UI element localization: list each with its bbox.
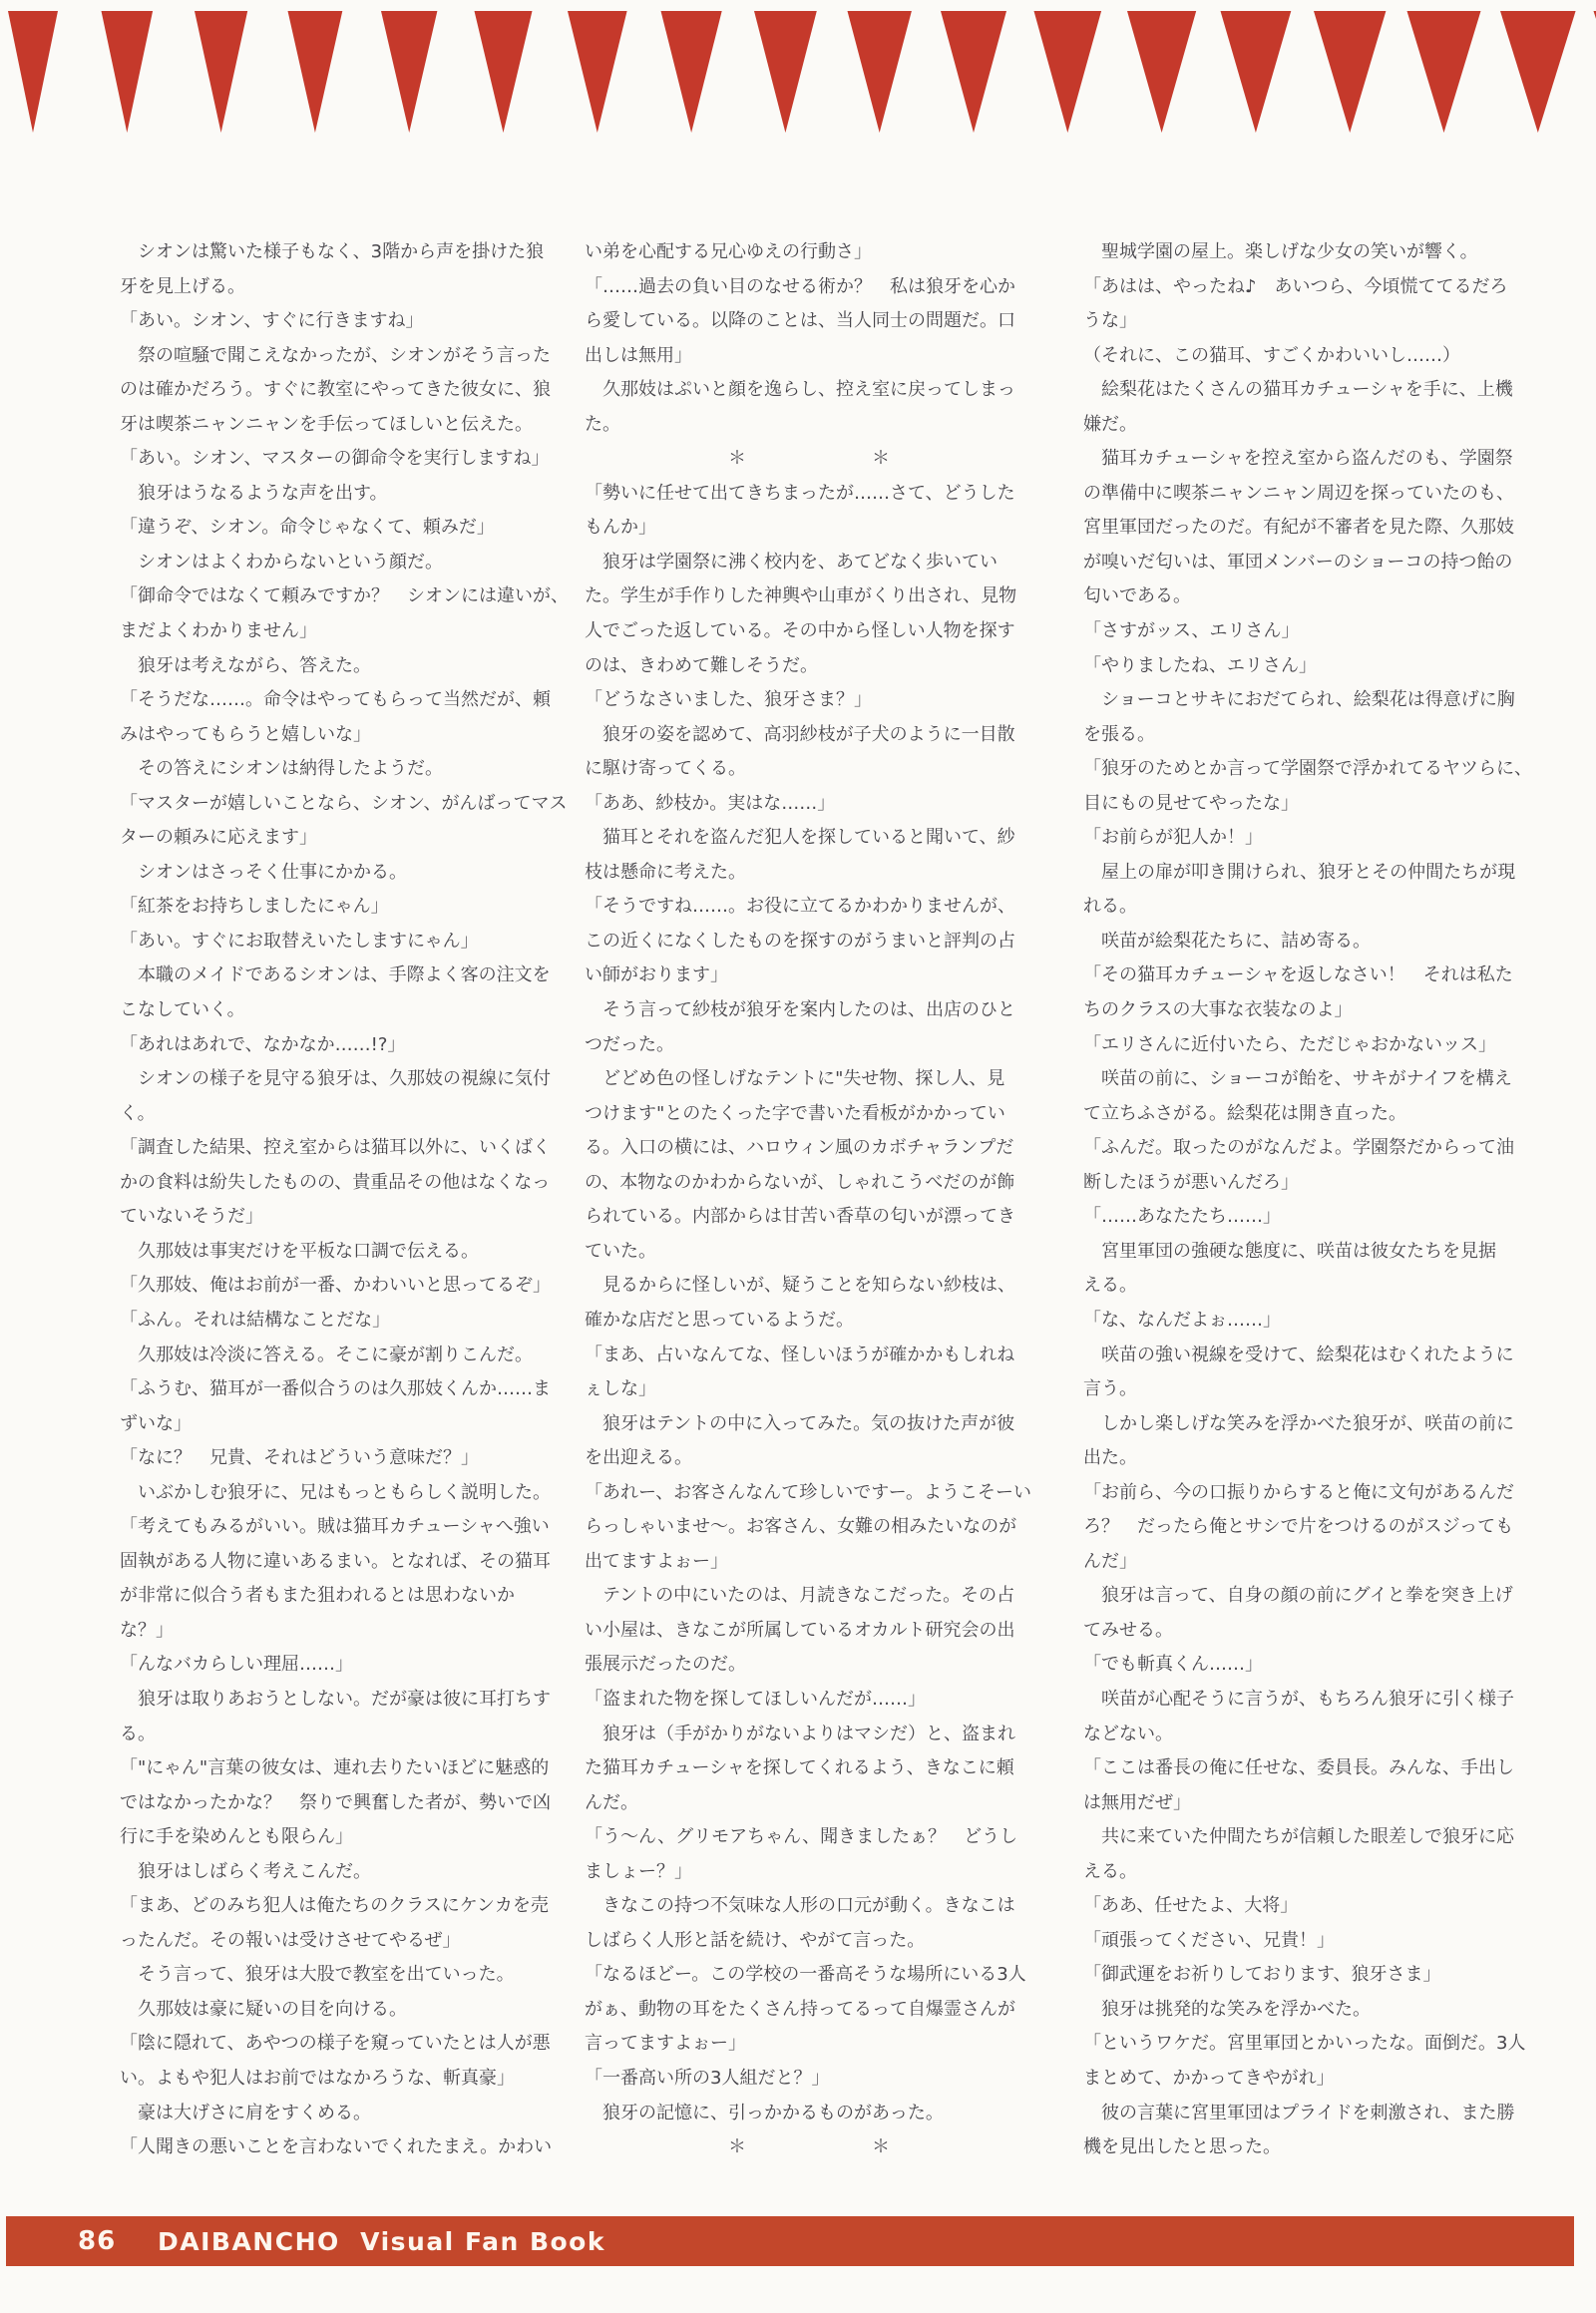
text-line: 「"にゃん"言葉の彼女は、連れ去りたいほどに魅惑的 <box>120 1757 550 1779</box>
text-line: 猫耳カチューシャを控え室から盗んだのも、学園祭 <box>1083 448 1513 470</box>
text-line: 出た。 <box>1083 1447 1137 1469</box>
text-line: ぇしな」 <box>585 1378 656 1400</box>
text-line: ターの頼みに応えます」 <box>120 827 317 849</box>
text-line: の、本物なのかわからないが、しゃれこうべだのが飾 <box>585 1171 1015 1193</box>
text-line: く。 <box>120 1102 156 1124</box>
pennant-icon <box>661 11 722 133</box>
text-line: い師がおります」 <box>585 964 728 986</box>
text-line: つだった。 <box>585 1033 674 1055</box>
text-line: 「というワケだ。宮里軍団とかいったな。面倒だ。3人 <box>1083 2033 1526 2055</box>
pennant-icon <box>1034 11 1102 133</box>
pennant-icon <box>941 11 1006 133</box>
text-line: 「あい。シオン、すぐに行きますね」 <box>120 310 424 332</box>
pennant-icon <box>102 11 154 133</box>
text-line: 「ああ、紗枝か。実はな……」 <box>585 792 836 814</box>
text-line: まとめて、かかってきやがれ」 <box>1083 2067 1335 2089</box>
text-line: つけます"とのたくった字で書いた看板がかかってい <box>585 1102 1005 1124</box>
text-line: 「エリさんに近付いたら、ただじゃおかないッス」 <box>1083 1033 1496 1055</box>
text-line: 咲苗の強い視線を受けて、絵梨花はむくれたように <box>1083 1344 1514 1365</box>
text-line: 「んなバカらしい理屈……」 <box>120 1654 353 1676</box>
text-line: 「陰に隠れて、あやつの様子を窺っていたとは人が悪 <box>120 2033 551 2055</box>
text-line: かの食料は紛失したものの、貴重品その他はなくなっ <box>120 1171 551 1193</box>
bunting-banner <box>0 0 1596 140</box>
text-line: を張る。 <box>1083 723 1155 745</box>
text-line: 「考えてもみるがいい。賊は猫耳カチューシャへ強い <box>120 1516 550 1538</box>
text-line: 「さすがッス、エリさん」 <box>1083 620 1300 642</box>
text-line: もんか」 <box>585 517 656 539</box>
text-line: まだよくわかりません」 <box>120 620 317 642</box>
text-line: 「ここは番長の俺に任せな、委員長。みんな、手出し <box>1083 1757 1514 1779</box>
text-line: んだ。 <box>585 1791 638 1813</box>
text-line: 「その猫耳カチューシャを返しなさい！ それは私た <box>1083 964 1513 986</box>
text-line: 「そうだな……。命令はやってもらって当然だが、頼 <box>120 689 551 711</box>
text-line: 絵梨花はたくさんの猫耳カチューシャを手に、上機 <box>1083 379 1513 401</box>
text-line: 「まあ、どのみち犯人は俺たちのクラスにケンカを売 <box>120 1895 549 1917</box>
text-line: 人でごった返している。その中から怪しい人物を探す <box>585 620 1015 642</box>
text-line: 言ってますよぉー」 <box>585 2033 746 2055</box>
text-line: 「お前らが犯人か！」 <box>1083 827 1263 849</box>
text-line: える。 <box>1083 1860 1137 1882</box>
text-line: 「あい。すぐにお取替えいたしますにゃん」 <box>120 930 479 952</box>
text-line: の準備中に喫茶ニャンニャン周辺を探っていたのも、 <box>1083 482 1514 504</box>
text-line: こなしていく。 <box>120 999 245 1021</box>
text-line: いぶかしむ狼牙に、兄はもっともらしく説明した。 <box>120 1481 551 1503</box>
text-line: 「御命令ではなくて頼みですか？ シオンには違いが、 <box>120 585 569 607</box>
text-line: 「ふん。それは結構なことだな」 <box>120 1309 391 1331</box>
text-line: 「……あなたたち……」 <box>1083 1206 1281 1228</box>
text-line: 狼牙は言って、自身の顔の前にグイと拳を突き上げ <box>1083 1585 1513 1607</box>
text-line: 咲苗の前に、ショーコが飴を、サキがナイフを構え <box>1083 1068 1512 1090</box>
text-line: 「紅茶をお持ちしましたにゃん」 <box>120 896 389 918</box>
pennant-icon <box>1127 11 1196 133</box>
text-line: どどめ色の怪しげなテントに"失せ物、探し人、見 <box>585 1068 1005 1090</box>
text-line: 咲苗が絵梨花たちに、詰め寄る。 <box>1083 930 1371 952</box>
pennant-icon <box>381 11 437 133</box>
text-line: （それに、この猫耳、すごくかわいいし……） <box>1083 344 1460 366</box>
text-line: 「狼牙のためとか言って学園祭で浮かれてるヤツらに、 <box>1083 758 1532 780</box>
text-line: な？」 <box>120 1619 174 1641</box>
text-line: ていないそうだ」 <box>120 1206 263 1228</box>
text-line: 牙を見上げる。 <box>120 275 245 297</box>
text-line: た。 <box>585 413 620 435</box>
pennant-icon <box>848 11 912 133</box>
text-line: 狼牙は取りあおうとしない。だが豪は彼に耳打ちす <box>120 1688 551 1710</box>
text-line: 久那妓はぷいと顔を逸らし、控え室に戻ってしまっ <box>585 379 1015 401</box>
text-line: みはやってもらうと嬉しいな」 <box>120 723 371 745</box>
text-line: 「なに？ 兄貴、それはどういう意味だ？」 <box>120 1447 479 1469</box>
text-line: 聖城学園の屋上。楽しげな少女の笑いが響く。 <box>1083 241 1478 262</box>
text-line: ましょー？」 <box>585 1860 692 1882</box>
text-line: る。入口の横には、ハロウィン風のカボチャランプだ <box>585 1137 1014 1159</box>
text-line: 「どうなさいました、狼牙さま？」 <box>585 689 872 711</box>
text-line: 「う～ん、グリモアちゃん、聞きましたぁ？ どうし <box>585 1826 1018 1848</box>
text-line: 狼牙の姿を認めて、高羽紗枝が子犬のように一目散 <box>585 723 1015 745</box>
text-line: 「あはは、やったね♪ あいつら、今頃慌ててるだろ <box>1083 275 1508 297</box>
text-line: 狼牙は考えながら、答えた。 <box>120 654 371 676</box>
text-line: しばらく人形と話を続け、やがて言った。 <box>585 1929 926 1951</box>
footer-bar <box>6 2216 1574 2266</box>
text-line: える。 <box>1083 1275 1137 1297</box>
text-line: 狼牙は（手がかりがないよりはマシだ）と、盗まれ <box>585 1723 1015 1744</box>
text-line: 枝は懸命に考えた。 <box>585 861 746 883</box>
book-title: DAIBANCHO Visual Fan Book <box>158 2227 605 2256</box>
pennant-icon <box>1407 11 1481 133</box>
text-line: 宮里軍団だったのだ。有紀が不審者を見た際、久那妓 <box>1083 517 1514 539</box>
text-line: 宮里軍団の強硬な態度に、咲苗は彼女たちを見据 <box>1083 1240 1496 1262</box>
text-line: 「頑張ってください、兄貴！」 <box>1083 1929 1335 1951</box>
text-line: られている。内部からは甘苦い香草の匂いが漂ってき <box>585 1206 1015 1228</box>
text-line: 「あれー、お客さんなんて珍しいですー。ようこそーい <box>585 1481 1032 1503</box>
text-line: 「久那妓、俺はお前が一番、かわいいと思ってるぞ」 <box>120 1275 551 1297</box>
text-column-right <box>1083 235 1582 2165</box>
text-line: が非常に似合う者もまた狙われるとは思わないか <box>120 1585 515 1607</box>
text-line: シオンは驚いた様子もなく、3階から声を掛けた狼 <box>120 241 545 262</box>
text-line: 嫌だ。 <box>1083 413 1137 435</box>
text-line: 「そうですね……。お役に立てるかわかりませんが、 <box>585 896 1015 918</box>
text-line: 「違うぞ、シオン。命令じゃなくて、頼みだ」 <box>120 517 495 539</box>
text-line: ったんだ。その報いは受けさせてやるぜ」 <box>120 1929 461 1951</box>
text-line: などない。 <box>1083 1723 1173 1744</box>
text-line: 「やりましたね、エリさん」 <box>1083 654 1317 676</box>
text-line: 本職のメイドであるシオンは、手際よく客の注文を <box>120 964 551 986</box>
text-line: 出しは無用」 <box>585 344 692 366</box>
text-line: 言う。 <box>1083 1378 1137 1400</box>
text-line: 「マスターが嬉しいことなら、シオン、がんばってマス <box>120 792 568 814</box>
text-line: 久那妓は事実だけを平板な口調で伝える。 <box>120 1240 479 1262</box>
text-column-center <box>585 235 1083 2165</box>
text-line: シオンの様子を見守る狼牙は、久那妓の視線に気付 <box>120 1068 551 1090</box>
text-line: らっしゃいませ～。お客さん、女難の相みたいなのが <box>585 1516 1017 1538</box>
text-line: 狼牙の記憶に、引っかかるものがあった。 <box>585 2102 944 2123</box>
text-line: を出迎える。 <box>585 1447 692 1469</box>
text-line: 彼の言葉に宮里軍団はプライドを刺激され、また勝 <box>1083 2102 1515 2123</box>
text-line: 咲苗が心配そうに言うが、もちろん狼牙に引く様子 <box>1083 1688 1514 1710</box>
text-line: は無用だぜ」 <box>1083 1791 1191 1813</box>
text-line: 「なるほどー。この学校の一番高そうな場所にいる3人 <box>585 1964 1026 1986</box>
text-column-left <box>120 235 618 2165</box>
text-line: 豪は大げさに肩をすくめる。 <box>120 2102 371 2123</box>
text-line: 狼牙はしばらく考えこんだ。 <box>120 1860 371 1882</box>
text-line: 「あい。シオン、マスターの御命令を実行しますね」 <box>120 448 550 470</box>
text-line: 「……過去の負い目のなせる術か？ 私は狼牙を心か <box>585 275 1015 297</box>
text-line: 「ふうむ、猫耳が一番似合うのは久那妓くんか……ま <box>120 1378 551 1400</box>
text-line: い。よもや犯人はお前ではなかろうな、斬真豪」 <box>120 2067 515 2089</box>
text-line: 「ああ、任せたよ、大将」 <box>1083 1895 1299 1917</box>
text-line: ずいな」 <box>120 1412 192 1434</box>
text-line: 「盗まれた物を探してほしいんだが……」 <box>585 1688 926 1710</box>
text-line: い弟を心配する兄心ゆえの行動さ」 <box>585 241 872 262</box>
text-line: た猫耳カチューシャを探してくれるよう、きなこに頼 <box>585 1757 1014 1779</box>
pennant-icon <box>754 11 817 133</box>
text-line: 狼牙は学園祭に沸く校内を、あてどなく歩いてい <box>585 551 998 573</box>
pennant-icon <box>8 11 58 133</box>
pennant-icon <box>568 11 627 133</box>
text-line: きなこの持つ不気味な人形の口元が動く。きなこは <box>585 1895 1015 1917</box>
text-line: ろ？ だったら俺とサシで片をつけるのがスジっても <box>1083 1516 1514 1538</box>
text-line: 共に来ていた仲間たちが信頼した眼差しで狼牙に応 <box>1083 1826 1514 1848</box>
text-line: ら愛している。以降のことは、当人同士の問題だ。口 <box>585 310 1015 332</box>
text-line: が嗅いだ匂いは、軍団メンバーのショーコの持つ飴の <box>1083 551 1513 573</box>
text-line: 「一番高い所の3人組だと？」 <box>585 2067 830 2089</box>
text-line: 屋上の扉が叩き開けられ、狼牙とその仲間たちが現 <box>1083 861 1516 883</box>
text-line: てみせる。 <box>1083 1619 1173 1641</box>
pennant-icon <box>1314 11 1386 133</box>
text-line: 「でも斬真くん……」 <box>1083 1654 1263 1676</box>
text-line: て立ちふさがる。絵梨花は開き直った。 <box>1083 1102 1406 1124</box>
text-line: のは確かだろう。すぐに教室にやってきた彼女に、狼 <box>120 379 551 401</box>
text-line: のは、きわめて難しそうだ。 <box>585 654 818 676</box>
text-line: 「お前ら、今の口振りからすると俺に文句があるんだ <box>1083 1481 1514 1503</box>
text-line: そう言って紗枝が狼牙を案内したのは、出店のひと <box>585 999 1015 1021</box>
text-line: ＊ ＊ <box>585 2136 890 2158</box>
text-line: うな」 <box>1083 310 1137 332</box>
text-line: 「勢いに任せて出てきちまったが……さて、どうした <box>585 482 1015 504</box>
text-line: 祭の喧騒で聞こえなかったが、シオンがそう言った <box>120 344 551 366</box>
pennant-icon <box>475 11 533 133</box>
text-line: テントの中にいたのは、月読きなこだった。その占 <box>585 1585 1015 1607</box>
text-line: 確かな店だと思っているようだ。 <box>585 1309 854 1331</box>
text-line: 狼牙はうなるような声を出す。 <box>120 482 388 504</box>
text-line: 匂いである。 <box>1083 585 1191 607</box>
text-line: 「人聞きの悪いことを言わないでくれたまえ。かわい <box>120 2136 553 2158</box>
text-line: 狼牙はテントの中に入ってみた。気の抜けた声が彼 <box>585 1412 1015 1434</box>
text-line: その答えにシオンは納得したようだ。 <box>120 758 443 780</box>
text-line: 久那妓は豪に疑いの目を向ける。 <box>120 1998 407 2020</box>
text-line: 久那妓は冷淡に答える。そこに豪が割りこんだ。 <box>120 1344 533 1365</box>
text-line: そう言って、狼牙は大股で教室を出ていった。 <box>120 1964 515 1986</box>
text-line: 「調査した結果、控え室からは猫耳以外に、いくばく <box>120 1137 551 1159</box>
text-line: 機を見出したと思った。 <box>1083 2136 1281 2158</box>
text-line: た。学生が手作りした神輿や山車がくり出され、見物 <box>585 585 1017 607</box>
text-line: る。 <box>120 1723 156 1744</box>
text-line: 牙は喫茶ニャンニャンを手伝ってほしいと伝えた。 <box>120 413 533 435</box>
text-line: ちのクラスの大事な衣装なのよ」 <box>1083 999 1353 1021</box>
text-line: ショーコとサキにおだてられ、絵梨花は得意げに胸 <box>1083 689 1515 711</box>
text-line: 「ふんだ。取ったのがなんだよ。学園祭だからって油 <box>1083 1137 1514 1159</box>
text-line: 固執がある人物に違いあるまい。となれば、その猫耳 <box>120 1550 551 1572</box>
text-line: 「御武運をお祈りしております、狼牙さま」 <box>1083 1964 1441 1986</box>
pennant-icon <box>1221 11 1292 133</box>
pennant-icon <box>195 11 247 133</box>
text-line: この近くになくしたものを探すのがうまいと評判の占 <box>585 930 1015 952</box>
text-line: んだ」 <box>1083 1550 1137 1572</box>
text-line: シオンはさっそく仕事にかかる。 <box>120 861 407 883</box>
text-line: 狼牙は挑発的な笑みを浮かべた。 <box>1083 1998 1371 2020</box>
text-line: 「あれはあれで、なかなか……!?」 <box>120 1033 406 1055</box>
pennant-icon <box>288 11 343 133</box>
text-line: ではなかったかな？ 祭りで興奮した者が、勢いで凶 <box>120 1791 551 1813</box>
text-line: ＊ ＊ <box>585 448 890 470</box>
text-line: しかし楽しげな笑みを浮かべた狼牙が、咲苗の前に <box>1083 1412 1514 1434</box>
text-line: がぁ、動物の耳をたくさん持ってるって自爆霊さんが <box>585 1998 1015 2020</box>
text-line: 猫耳とそれを盗んだ犯人を探していると聞いて、紗 <box>585 827 1015 849</box>
text-line: ていた。 <box>585 1240 656 1262</box>
text-line: 行に手を染めんとも限らん」 <box>120 1826 353 1848</box>
text-line: 見るからに怪しいが、疑うことを知らない紗枝は、 <box>585 1275 1015 1297</box>
text-line: 「な、なんだよぉ……」 <box>1083 1309 1281 1331</box>
text-line: れる。 <box>1083 896 1137 918</box>
text-line: 目にもの見せてやったな」 <box>1083 792 1299 814</box>
text-line: 出てますよぉー」 <box>585 1550 728 1572</box>
text-line: 張展示だったのだ。 <box>585 1654 746 1676</box>
text-line: シオンはよくわからないという顔だ。 <box>120 551 443 573</box>
text-line: に駆け寄ってくる。 <box>585 758 746 780</box>
text-line: い小屋は、きなこが所属しているオカルト研究会の出 <box>585 1619 1015 1641</box>
text-line: 断したほうが悪いんだろ」 <box>1083 1171 1299 1193</box>
page-number: 86 <box>78 2226 117 2256</box>
text-line: 「まあ、占いなんてな、怪しいほうが確かかもしれね <box>585 1344 1015 1365</box>
pennant-icon <box>1500 11 1576 133</box>
